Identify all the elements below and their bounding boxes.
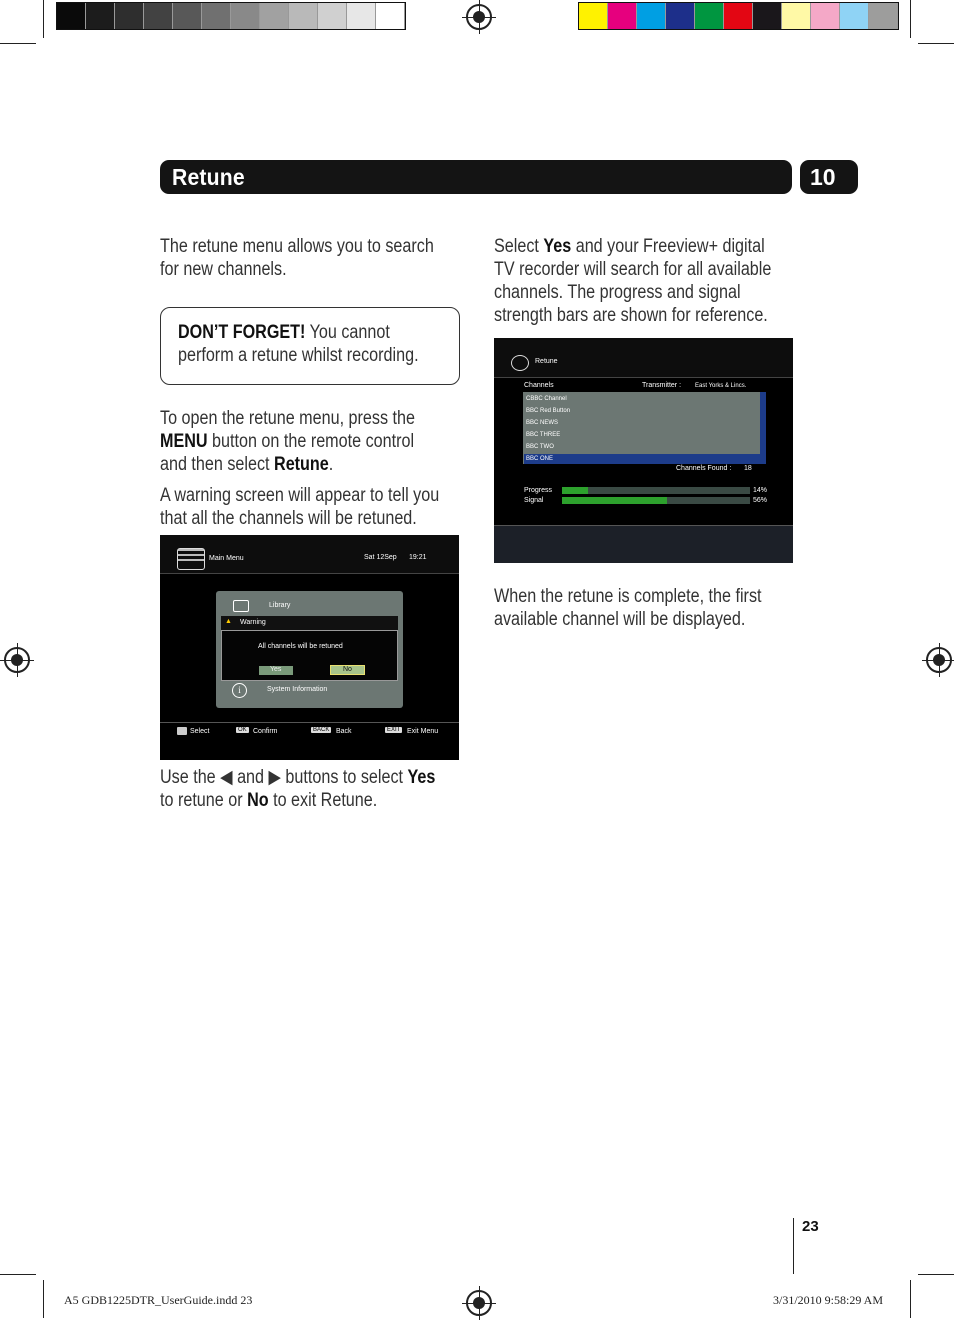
color-swatch <box>695 3 724 29</box>
color-swatch <box>202 3 231 29</box>
warning-title: Warning <box>240 619 266 626</box>
chapter-number: 10 <box>810 164 836 190</box>
crop-mark <box>0 1274 36 1275</box>
use-buttons-paragraph: Use the ◀ and ▶ buttons to select Yes to retune or No to exit Retune. <box>160 767 436 811</box>
section-header <box>160 160 792 194</box>
channel-list-item[interactable]: BBC TWO <box>526 444 554 450</box>
page-number: 23 <box>802 1218 819 1235</box>
intro-paragraph: The retune menu allows you to search for new channels. <box>160 236 434 280</box>
crop-mark <box>910 1280 911 1318</box>
registration-mark-icon <box>466 4 492 30</box>
color-swatch <box>173 3 202 29</box>
file-slug: A5 GDB1225DTR_UserGuide.indd 23 <box>64 1293 253 1307</box>
color-swatch <box>144 3 173 29</box>
dont-forget-text: DON’T FORGET! You cannot perform a retune whilst recording. <box>178 322 419 366</box>
color-swatch <box>115 3 144 29</box>
channel-list-scrollbar[interactable] <box>760 392 766 464</box>
process-color-bar <box>578 2 899 30</box>
retune-complete-paragraph: When the retune is complete, the first available channel will be displayed. <box>494 586 762 630</box>
channel-list-item[interactable]: BBC NEWS <box>526 420 559 426</box>
color-swatch <box>811 3 840 29</box>
registration-mark-icon <box>4 647 30 673</box>
color-swatch <box>782 3 811 29</box>
transmitter-label: Transmitter : <box>642 382 682 389</box>
crop-mark <box>0 43 36 44</box>
tv-footer <box>494 525 793 563</box>
channel-list-item[interactable]: BBC ONE <box>526 456 554 462</box>
progress-bar-track <box>562 487 750 494</box>
color-swatch <box>637 3 666 29</box>
progress-bar-fill <box>562 487 588 494</box>
retune-screen-image <box>494 338 793 563</box>
crop-mark <box>910 0 911 38</box>
channel-list-item[interactable]: CBBC Channel <box>526 396 567 402</box>
progress-value: 14% <box>753 487 768 494</box>
warning-dialog <box>221 630 398 681</box>
progress-label: Progress <box>524 487 553 494</box>
crop-mark <box>43 1280 44 1318</box>
open-menu-paragraph: To open the retune menu, press the MENU button on the remote control and then select Retune. <box>160 408 415 475</box>
warning-message: All channels will be retuned <box>258 643 343 650</box>
color-swatch <box>318 3 347 29</box>
left-arrow-icon: ◀ <box>220 767 233 788</box>
time-text: 19:21 <box>409 554 427 561</box>
color-swatch <box>376 3 405 29</box>
registration-mark-icon <box>466 1290 492 1316</box>
color-swatch <box>608 3 637 29</box>
color-swatch <box>869 3 898 29</box>
tv-footer-divider <box>160 722 459 723</box>
color-swatch <box>57 3 86 29</box>
info-icon: i <box>232 683 247 698</box>
signal-value: 56% <box>753 497 768 504</box>
channel-list-item[interactable]: BBC THREE <box>526 432 561 438</box>
ok-key-icon: OK <box>238 727 247 733</box>
color-swatch <box>579 3 608 29</box>
select-key-icon <box>177 727 187 735</box>
retune-title: Retune <box>535 358 558 365</box>
color-swatch <box>666 3 695 29</box>
section-title: Retune <box>172 164 245 190</box>
color-swatch <box>753 3 782 29</box>
tv-icon <box>233 600 249 612</box>
grayscale-color-bar <box>56 2 406 30</box>
color-swatch <box>231 3 260 29</box>
channel-list-item[interactable]: BBC Red Button <box>526 408 571 414</box>
registration-mark-icon <box>926 647 952 673</box>
crop-mark <box>918 1274 954 1275</box>
channel-rows <box>526 394 758 466</box>
channels-found-value: 18 <box>744 465 752 472</box>
retune-icon <box>511 355 529 371</box>
date-slug: 3/31/2010 9:58:29 AM <box>773 1293 884 1307</box>
select-yes-paragraph: Select Yes and your Freeview+ digital TV recorder will search for all available channels. The progress and signal strength bars are shown for reference. <box>494 236 772 326</box>
exit-key-icon: EXIT <box>387 727 401 733</box>
warning-paragraph: A warning screen will appear to tell you that all the channels will be retuned. <box>160 485 440 529</box>
signal-bar-fill <box>562 497 667 504</box>
color-swatch <box>289 3 318 29</box>
right-arrow-icon: ▶ <box>268 767 281 788</box>
signal-bar-track <box>562 497 750 504</box>
color-swatch <box>347 3 376 29</box>
warning-screen-image: Main Menu Sat 12Sep 19:21 Library ▲ Warning All channels will be retuned Yes No i System Information Select OK Confirm BACK Back EXIT Exit Menu <box>160 535 459 760</box>
menu-title: Main Menu <box>209 555 244 562</box>
warning-icon: ▲ <box>225 618 232 625</box>
page-number-rule <box>793 1218 794 1274</box>
crop-mark <box>43 0 44 38</box>
color-swatch <box>86 3 115 29</box>
color-swatch <box>840 3 869 29</box>
date-text: Sat 12Sep <box>364 554 397 561</box>
channels-label: Channels <box>524 382 554 389</box>
crop-mark <box>918 43 954 44</box>
chapter-badge <box>800 160 858 194</box>
system-info-label: System Information <box>267 686 328 693</box>
back-key-icon: BACK <box>313 727 330 733</box>
signal-label: Signal <box>524 497 544 504</box>
color-swatch <box>260 3 289 29</box>
menu-icon <box>177 548 205 570</box>
library-label: Library <box>269 602 291 609</box>
transmitter-value: East Yorks & Lincs. <box>695 383 747 389</box>
channels-found-label: Channels Found : <box>676 465 732 472</box>
color-swatch <box>724 3 753 29</box>
